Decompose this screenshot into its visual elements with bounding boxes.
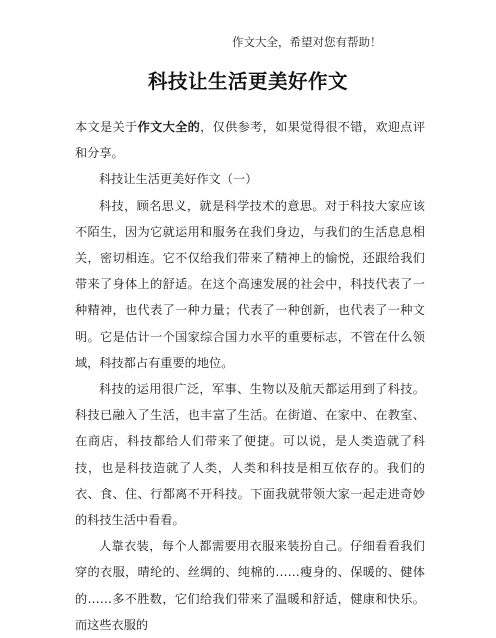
section-subtitle: 科技让生活更美好作文（一） <box>99 172 258 187</box>
header-note: 作文大全，希望对您有帮助！ <box>232 35 382 49</box>
document-body <box>75 114 425 638</box>
intro-bold: 作文大全的 <box>137 120 201 134</box>
intro-prefix: 本文是关于 <box>75 120 138 134</box>
intro-suffix: ，仅供参考，如果觉得很不错，欢迎点评和分享。 <box>75 120 426 161</box>
page-title: 科技让生活更美好作文 <box>147 70 348 93</box>
intro-paragraph <box>75 114 425 166</box>
paragraph-3: 人靠衣装，每个人都需要用衣服来装扮自己。仔细看看我们穿的衣服，晴纶的、丝绸的、纯棉的……瘦身的、保暖的、健体的……多不胜数，它们给我们带来了温暖和舒适，健康和快乐。而这些衣服的 <box>75 539 425 632</box>
paragraph-2: 科技的运用很广泛，军事、生物以及航天都运用到了科技。科技已融入了生活，也丰富了生活。在街道、在家中、在教室、在商店，科技都给人们带来了便捷。可以说，是人类造就了科技，也是科技造就了人类，人类和科技是相互依存的。我们的衣、食、住、行都离不开科技。下面我就带领大家一起走进奇妙的科技生活中看看。 <box>75 382 425 528</box>
paragraph-1: 科技，顾名思义，就是科学技术的意思。对于科技大家应该不陌生，因为它就运用和服务在我们身边，与我们的生活息息相关，密切相连。它不仅给我们带来了精神上的愉悦，还跟给我们带来了身体上的舒适。在这个高速发展的社会中，科技代表了一种精神，也代表了一种力量；代表了一种创新，也代表了一种文明。它是估计一个国家综合国力水平的重要标志，不管在什么领域，科技都占有重要的地位。 <box>75 198 425 370</box>
